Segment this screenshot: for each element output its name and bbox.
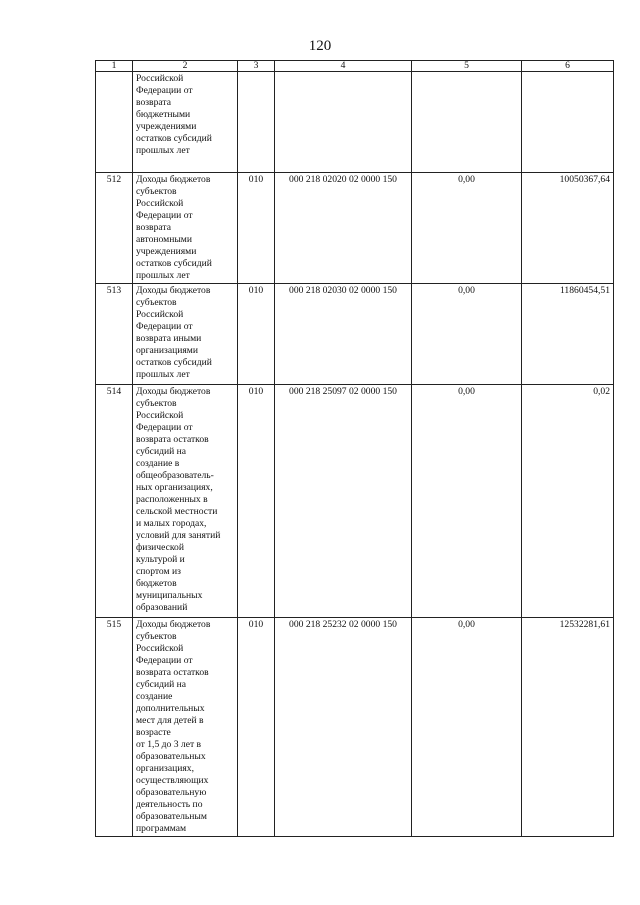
- row-col5-cell: 0,00: [412, 284, 522, 385]
- row-name-cell: Доходы бюджетов субъектов Российской Федерации от возврата остатков субсидий на создание в общеобразователь- ных организациях, расположенных в сельской местности и малых городах, условий для занятий физической культурой и спортом из бюджетов муниципальных образований: [133, 385, 238, 618]
- row-col6-cell: 12532281,61: [522, 618, 614, 837]
- table-row: [96, 284, 614, 385]
- row-name-cell: Доходы бюджетов субъектов Российской Федерации от возврата автономными учреждениями остатков субсидий прошлых лет: [133, 173, 238, 284]
- table-row: [96, 72, 614, 173]
- row-col5-cell: 0,00: [412, 618, 522, 837]
- row-code-cell: 010: [238, 385, 275, 618]
- budget-table: [95, 60, 614, 837]
- row-number-cell: 512: [96, 173, 133, 284]
- row-code-cell: [238, 72, 275, 173]
- page-number: 120: [308, 38, 332, 54]
- table-row: [96, 385, 614, 618]
- header-row: [96, 61, 614, 72]
- row-number-cell: 514: [96, 385, 133, 618]
- table-row: [96, 618, 614, 837]
- row-col6-cell: [522, 72, 614, 173]
- row-col6-cell: 10050367,64: [522, 173, 614, 284]
- row-name-cell: Доходы бюджетов субъектов Российской Федерации от возврата остатков субсидий на создание дополнительных мест для детей в возрасте от 1,5 до 3 лет в образовательных организациях, осуществляющих образовательную деятельность по образовательным программам: [133, 618, 238, 837]
- row-col5-cell: [412, 72, 522, 173]
- row-kbk-cell: 000 218 25232 02 0000 150: [275, 618, 412, 837]
- row-code-cell: 010: [238, 284, 275, 385]
- header-col-1: 1: [96, 61, 133, 72]
- row-number-cell: 513: [96, 284, 133, 385]
- table-row: [96, 173, 614, 284]
- table-header: [96, 61, 614, 72]
- row-number-cell: 515: [96, 618, 133, 837]
- row-kbk-cell: 000 218 02030 02 0000 150: [275, 284, 412, 385]
- row-number-cell: [96, 72, 133, 173]
- row-code-cell: 010: [238, 618, 275, 837]
- row-name-cell: Российской Федерации от возврата бюджетными учреждениями остатков субсидий прошлых лет: [133, 72, 238, 173]
- row-kbk-cell: 000 218 25097 02 0000 150: [275, 385, 412, 618]
- row-col5-cell: 0,00: [412, 173, 522, 284]
- row-kbk-cell: [275, 72, 412, 173]
- row-code-cell: 010: [238, 173, 275, 284]
- header-col-6: 6: [522, 61, 614, 72]
- header-col-5: 5: [412, 61, 522, 72]
- row-col6-cell: 0,02: [522, 385, 614, 618]
- table-body: [96, 72, 614, 837]
- row-name-cell: Доходы бюджетов субъектов Российской Федерации от возврата иными организациями остатков субсидий прошлых лет: [133, 284, 238, 385]
- header-col-3: 3: [238, 61, 275, 72]
- row-kbk-cell: 000 218 02020 02 0000 150: [275, 173, 412, 284]
- header-col-2: 2: [133, 61, 238, 72]
- header-col-4: 4: [275, 61, 412, 72]
- row-col5-cell: 0,00: [412, 385, 522, 618]
- row-col6-cell: 11860454,51: [522, 284, 614, 385]
